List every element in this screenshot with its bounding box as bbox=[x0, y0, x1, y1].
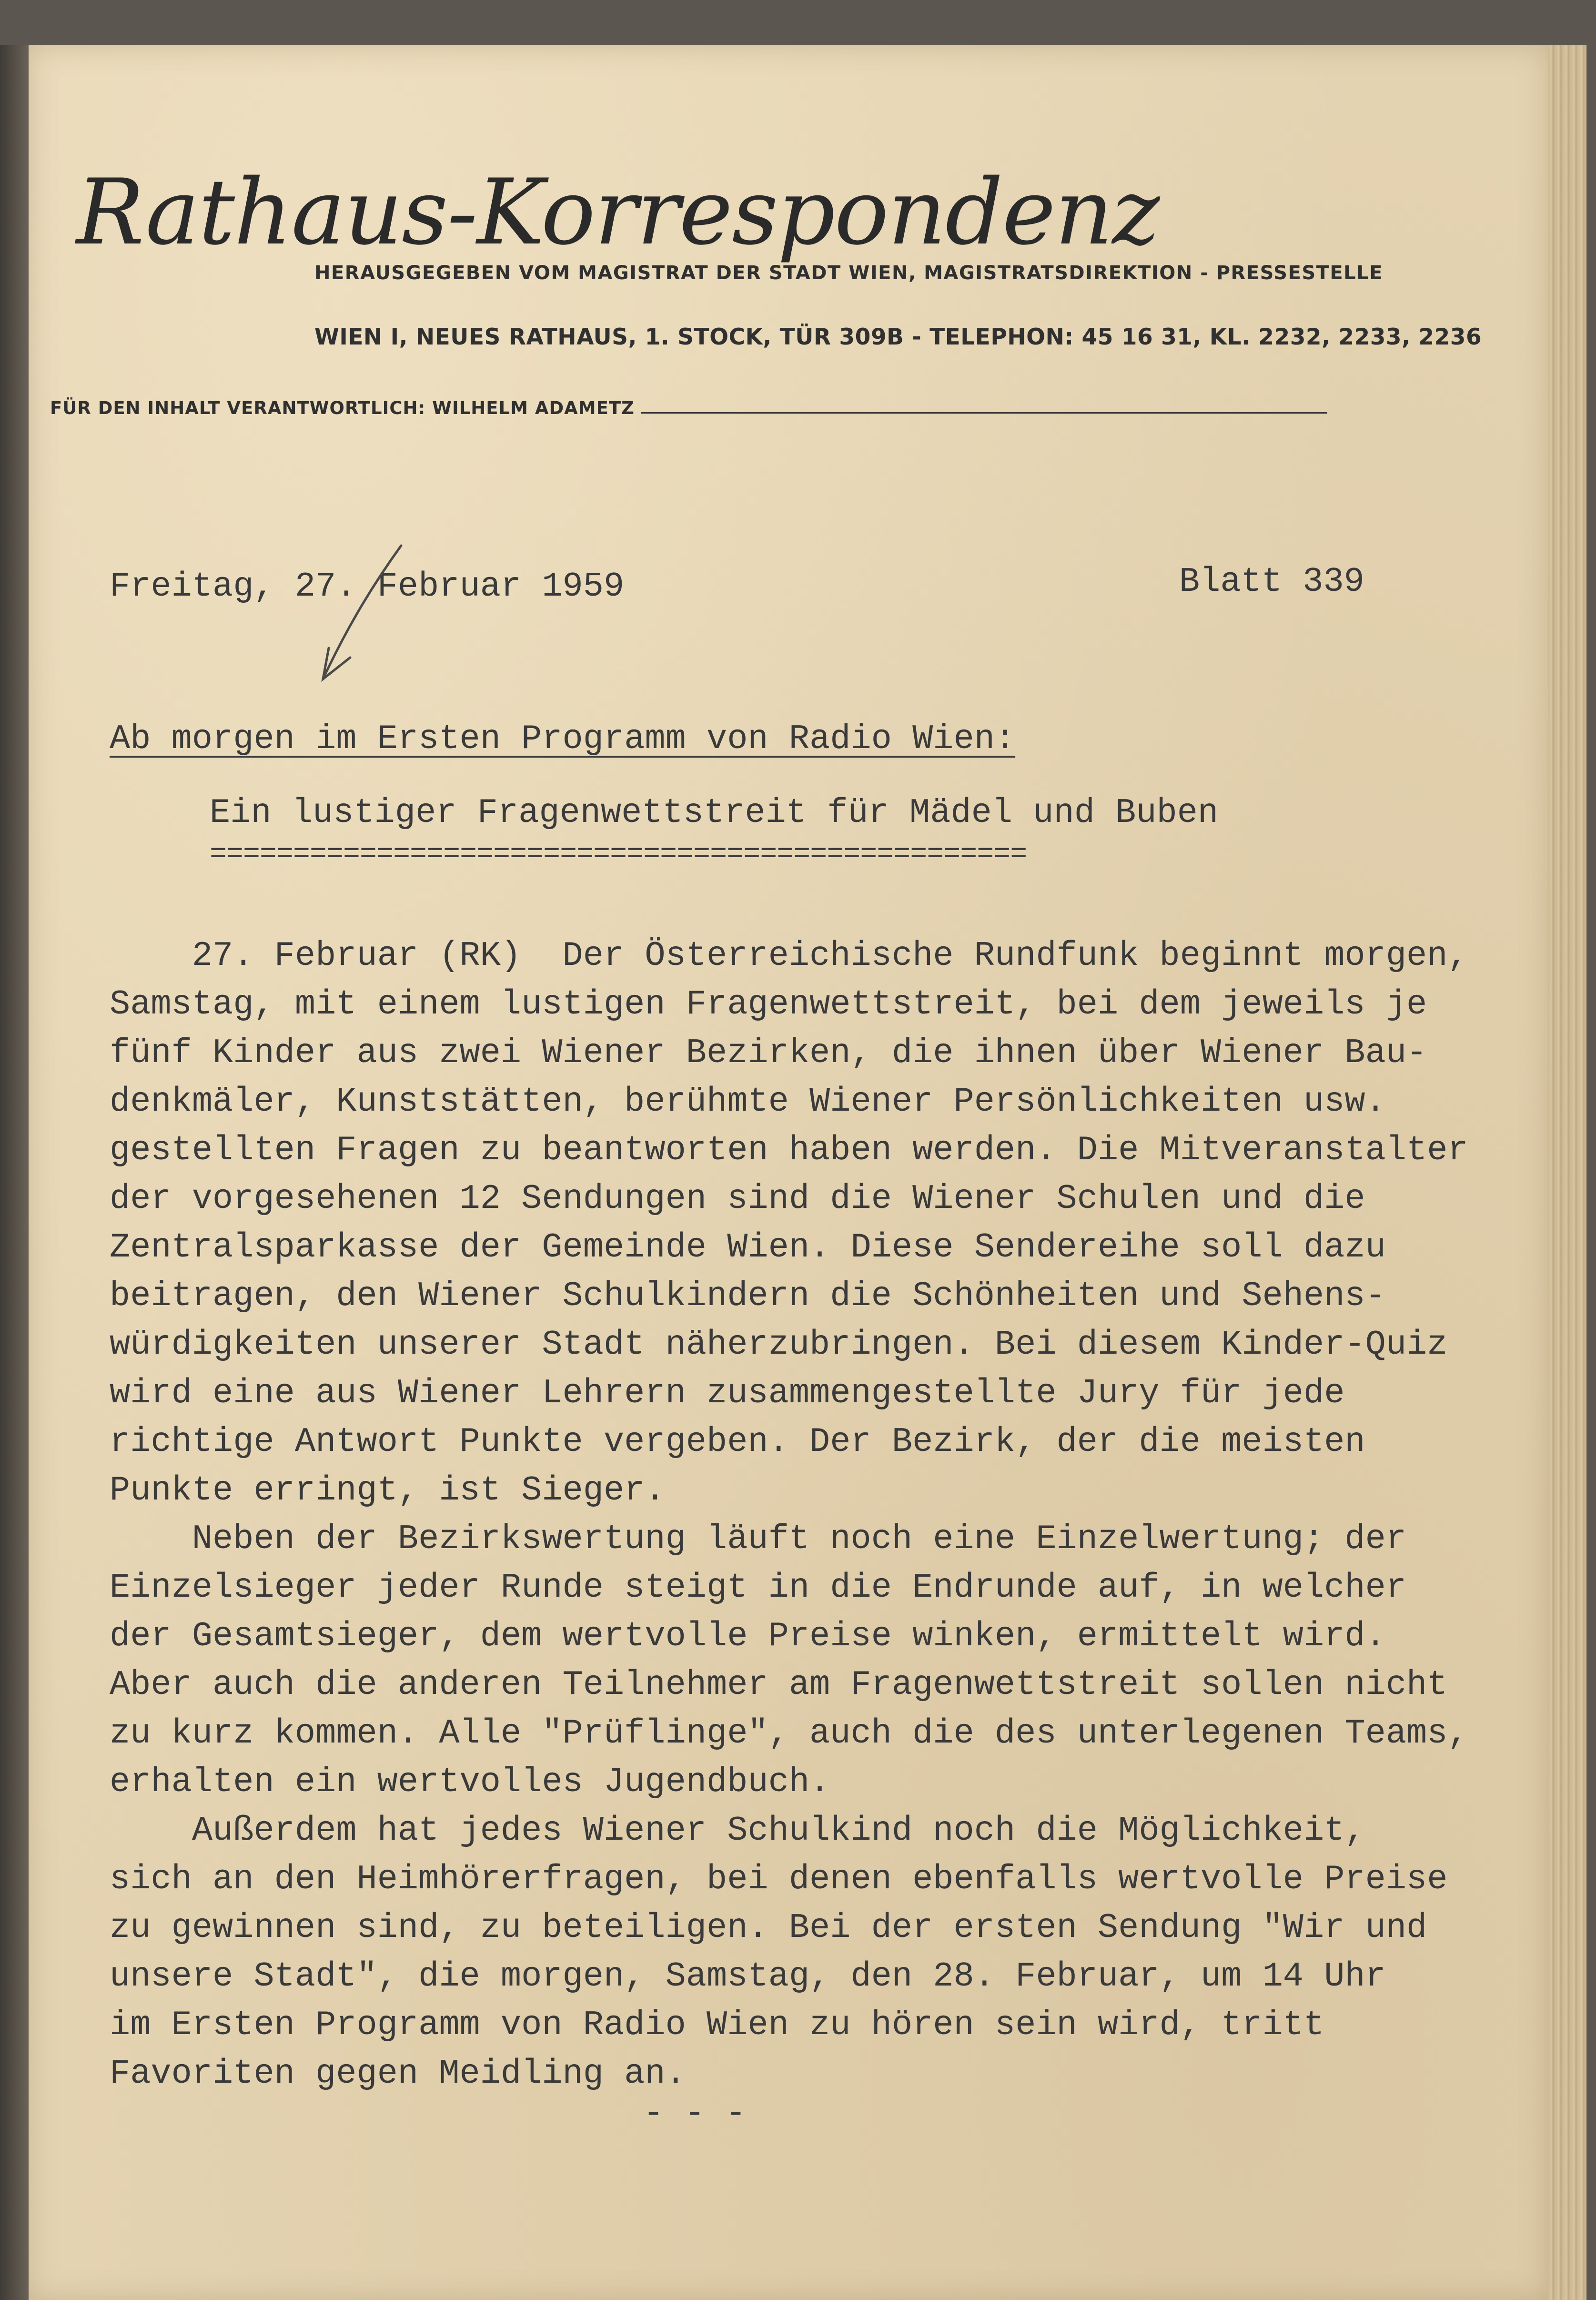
date-line: Freitag, 27. Februar 1959 bbox=[110, 567, 625, 606]
body-line: zu gewinnen sind, zu beteiligen. Bei der ersten Sendung "Wir und bbox=[110, 1908, 1427, 1947]
page-stack-edge bbox=[1548, 45, 1586, 2300]
body-line: 27. Februar (RK) Der Österreichische Rundfunk beginnt morgen, bbox=[110, 936, 1468, 975]
body-line: Aber auch die anderen Teilnehmer am Fragenwettstreit sollen nicht bbox=[110, 1665, 1448, 1704]
article-heading: Ab morgen im Ersten Programm von Radio Wien: bbox=[110, 719, 1016, 759]
responsible-row bbox=[50, 398, 1327, 418]
body-line: im Ersten Programm von Radio Wien zu hören sein wird, tritt bbox=[110, 2006, 1324, 2045]
document-page bbox=[29, 45, 1548, 2300]
body-line: unsere Stadt", die morgen, Samstag, den 28. Februar, um 14 Uhr bbox=[110, 1957, 1386, 1996]
body-line: zu kurz kommen. Alle "Prüflinge", auch die des unterlegenen Teams, bbox=[110, 1714, 1468, 1753]
masthead-rule bbox=[641, 412, 1327, 414]
body-line: Punkte erringt, ist Sieger. bbox=[110, 1471, 666, 1510]
pencil-check-mark-icon bbox=[295, 541, 410, 684]
closing-marks: - - - bbox=[643, 2094, 747, 2133]
publisher-line: HERAUSGEGEBEN VOM MAGISTRAT DER STADT WIEN, MAGISTRATSDIREKTION - PRESSESTELLE bbox=[314, 262, 1384, 284]
body-line: Zentralsparkasse der Gemeinde Wien. Diese Sendereihe soll dazu bbox=[110, 1228, 1386, 1267]
body-line: sich an den Heimhörerfragen, bei denen ebenfalls wertvolle Preise bbox=[110, 1860, 1448, 1899]
body-line: würdigkeiten unserer Stadt näherzubringen. Bei diesem Kinder-Quiz bbox=[110, 1325, 1448, 1364]
body-line: erhalten ein wertvolles Jugendbuch. bbox=[110, 1763, 830, 1802]
body-line: fünf Kinder aus zwei Wiener Bezirken, die ihnen über Wiener Bau- bbox=[110, 1033, 1427, 1073]
body-line: Außerdem hat jedes Wiener Schulkind noch die Möglichkeit, bbox=[110, 1811, 1365, 1850]
body-line: denkmäler, Kunststätten, berühmte Wiener Persönlichkeiten usw. bbox=[110, 1082, 1386, 1121]
body-line: Favoriten gegen Meidling an. bbox=[110, 2054, 686, 2093]
binding-edge bbox=[0, 45, 29, 2300]
body-line: Samstag, mit einem lustigen Fragenwettstreit, bei dem jeweils je bbox=[110, 985, 1427, 1024]
body-line: Einzelsieger jeder Runde steigt in die Endrunde auf, in welcher bbox=[110, 1568, 1407, 1607]
body-line: der Gesamtsieger, dem wertvolle Preise winken, ermittelt wird. bbox=[110, 1617, 1386, 1656]
body-line: Neben der Bezirkswertung läuft noch eine Einzelwertung; der bbox=[110, 1520, 1407, 1559]
body-line: gestellten Fragen zu beantworten haben werden. Die Mitveranstalter bbox=[110, 1131, 1468, 1170]
body-line: beitragen, den Wiener Schulkindern die Schönheiten und Sehens- bbox=[110, 1277, 1386, 1316]
body-line: richtige Antwort Punkte vergeben. Der Bezirk, der die meisten bbox=[110, 1422, 1365, 1461]
body-line: wird eine aus Wiener Lehrern zusammengestellte Jury für jede bbox=[110, 1374, 1345, 1413]
masthead-title: Rathaus-Korrespondenz bbox=[76, 160, 1159, 265]
body-line: der vorgesehenen 12 Sendungen sind die Wiener Schulen und die bbox=[110, 1179, 1365, 1218]
subheading-double-rule: ================================================= bbox=[210, 839, 1027, 871]
address-line: WIEN I, NEUES RATHAUS, 1. STOCK, TÜR 309B - TELEPHON: 45 16 31, KL. 2232, 2233, 2236 bbox=[314, 324, 1482, 350]
sheet-number: Blatt 339 bbox=[1179, 562, 1364, 601]
responsible-editor: FÜR DEN INHALT VERANTWORTLICH: WILHELM ADAMETZ bbox=[50, 398, 635, 418]
article-subheading: Ein lustiger Fragenwettstreit für Mädel und Buben bbox=[210, 793, 1219, 832]
